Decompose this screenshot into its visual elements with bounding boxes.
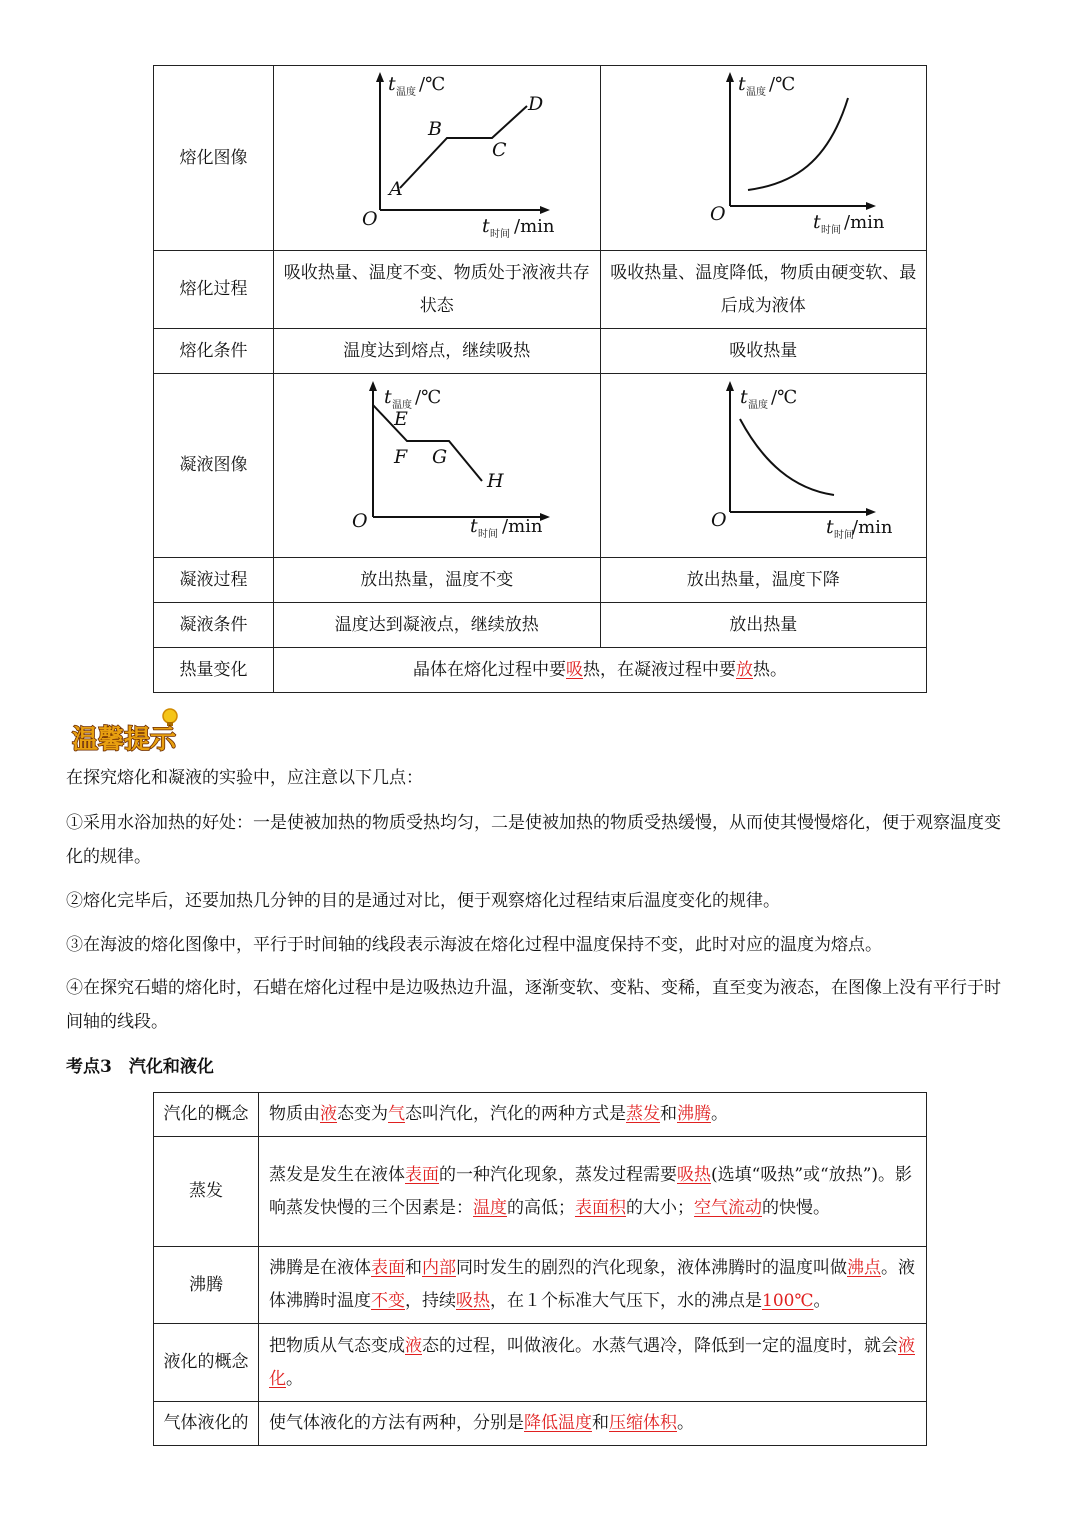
row-label: 蒸发 bbox=[154, 1137, 259, 1247]
t-symbol: t bbox=[383, 385, 392, 408]
temp-subscript: 温度 bbox=[391, 399, 412, 411]
answer-blank: 表面 bbox=[405, 1164, 439, 1185]
text: 的大小； bbox=[626, 1197, 694, 1218]
solid-curve bbox=[740, 419, 834, 495]
text: 晶体在熔化过程中要 bbox=[413, 659, 566, 680]
row-label: 热量变化 bbox=[154, 648, 274, 693]
y-axis-arrow bbox=[376, 72, 384, 82]
time-unit: /min bbox=[844, 212, 885, 233]
answer-blank: 压缩体积 bbox=[609, 1413, 677, 1433]
origin-label: O bbox=[351, 509, 368, 532]
answer-blank: 放 bbox=[736, 659, 753, 680]
point-D: D bbox=[527, 93, 543, 115]
cell bbox=[259, 1137, 927, 1247]
row-label: 液化的概念 bbox=[154, 1324, 259, 1402]
heat-change-cell bbox=[274, 648, 927, 693]
answer-blank: 内部 bbox=[422, 1258, 456, 1278]
time-subscript: 时间 bbox=[834, 529, 855, 541]
text: 热，在凝液过程中要 bbox=[583, 659, 736, 680]
answer-blank: 表面积 bbox=[575, 1197, 626, 1218]
tip-2: ②熔化完毕后，还要加热几分钟的目的是通过对比，便于观察熔化过程结束后温度变化的规律。 bbox=[66, 891, 780, 911]
point-H: H bbox=[486, 469, 504, 492]
temp-unit: /℃ bbox=[771, 386, 798, 408]
origin-label: O bbox=[710, 203, 726, 225]
cell: 放出热量，温度不变 bbox=[274, 558, 601, 603]
cell: 放出热量，温度下降 bbox=[600, 558, 927, 603]
origin-label: O bbox=[711, 508, 727, 531]
vaporization-table bbox=[153, 1092, 927, 1446]
answer-blank: 温度 bbox=[473, 1197, 507, 1218]
x-axis-arrow bbox=[540, 206, 550, 214]
row-label: 熔化过程 bbox=[154, 251, 274, 329]
row-label: 凝液过程 bbox=[154, 558, 274, 603]
crystal-solid-chart bbox=[322, 377, 552, 555]
tips-logo bbox=[66, 708, 196, 756]
t-symbol: t bbox=[740, 385, 748, 408]
melt-curve bbox=[748, 98, 848, 190]
t-symbol: t bbox=[826, 515, 834, 538]
tip-1: ①采用水浴加热的好处：一是使被加热的物质受热均匀，二是使被加热的物质受热缓慢，从而使其慢慢熔化，便于观察温度变化的规律。 bbox=[66, 813, 1001, 867]
tips-banner bbox=[66, 708, 196, 761]
text: 。液体沸腾时温度 bbox=[269, 1258, 915, 1311]
amorphous-solidification-graph bbox=[600, 374, 927, 558]
tips-title: 温馨提示 bbox=[72, 725, 177, 755]
row-label: 凝液条件 bbox=[154, 603, 274, 648]
bulb-icon bbox=[163, 709, 177, 723]
answer-blank: 吸 bbox=[566, 659, 583, 680]
text: ，持续 bbox=[405, 1291, 456, 1311]
text: 和 bbox=[592, 1413, 609, 1433]
text: 态的过程，叫做液化。水蒸气遇冷，降低到一定的温度时，就会 bbox=[422, 1335, 898, 1356]
t-symbol: t bbox=[813, 211, 821, 233]
time-unit: /min bbox=[501, 515, 543, 537]
text: 。 bbox=[286, 1368, 303, 1389]
text: 的一种汽化现象，蒸发过程需要 bbox=[439, 1164, 677, 1185]
point-C: C bbox=[491, 139, 507, 161]
text: 态变为 bbox=[337, 1104, 388, 1124]
y-axis-arrow bbox=[726, 381, 734, 391]
crystal-melt-chart bbox=[322, 68, 555, 248]
text: 同时发生的剧烈的汽化现象，液体沸腾时的温度叫做 bbox=[456, 1258, 847, 1278]
text: 物质由 bbox=[269, 1104, 320, 1124]
amorphous-solid-chart bbox=[648, 377, 893, 555]
row-label: 气体液化的 bbox=[154, 1402, 259, 1446]
y-axis-arrow bbox=[369, 381, 377, 391]
text: 和 bbox=[405, 1258, 422, 1278]
text: (选填“吸热”或“放热”)。影响蒸发快慢的三个因素是： bbox=[269, 1164, 913, 1218]
temp-unit: /℃ bbox=[769, 74, 796, 95]
section-heading: 考点3 汽化和液化 bbox=[66, 1057, 214, 1077]
crystal-solidification-graph bbox=[274, 374, 601, 558]
text: 。 bbox=[813, 1291, 831, 1311]
answer-blank: 表面 bbox=[371, 1258, 405, 1278]
answer-blank: 蒸发 bbox=[626, 1104, 660, 1124]
origin-label: O bbox=[361, 208, 378, 230]
answer-blank: 空气流动 bbox=[694, 1197, 762, 1218]
tip-3: ③在海波的熔化图像中，平行于时间轴的线段表示海波在熔化过程中温度保持不变，此时对应的温度为熔点。 bbox=[66, 935, 882, 955]
text: 的高低； bbox=[507, 1197, 575, 1218]
point-G: G bbox=[431, 445, 447, 468]
answer-blank: 不变 bbox=[371, 1291, 405, 1311]
text: 沸腾是在液体 bbox=[269, 1258, 371, 1278]
tips-intro: 在探究熔化和凝液的实验中，应注意以下几点： bbox=[66, 768, 423, 788]
time-subscript: 时间 bbox=[821, 225, 842, 236]
temp-unit: /℃ bbox=[418, 74, 445, 95]
time-unit: /min bbox=[852, 516, 893, 538]
cell: 温度达到凝液点，继续放热 bbox=[274, 603, 601, 648]
row-label: 凝液图像 bbox=[154, 374, 274, 558]
answer-blank: 液化 bbox=[269, 1335, 915, 1389]
text: 蒸发是发生在液体 bbox=[269, 1164, 405, 1185]
row-label: 熔化图像 bbox=[154, 66, 274, 251]
x-axis-arrow bbox=[866, 508, 876, 516]
row-label: 熔化条件 bbox=[154, 329, 274, 374]
t-symbol: t bbox=[469, 514, 478, 537]
time-subscript: 时间 bbox=[477, 528, 498, 540]
answer-blank: 液 bbox=[320, 1104, 337, 1124]
tip-4: ④在探究石蜡的熔化时，石蜡在熔化过程中是边吸热边升温，逐渐变软、变粘、变稀，直至变为液态，在图像上没有平行于时间轴的线段。 bbox=[66, 978, 1001, 1032]
cell: 吸收热量 bbox=[600, 329, 927, 374]
cell: 放出热量 bbox=[600, 603, 927, 648]
amorphous-melting-graph bbox=[600, 66, 927, 251]
answer-blank: 沸腾 bbox=[677, 1104, 711, 1124]
cell bbox=[259, 1402, 927, 1446]
time-unit: /min bbox=[513, 216, 555, 237]
point-A: A bbox=[388, 178, 403, 200]
text: 。 bbox=[711, 1104, 728, 1124]
crystal-melting-graph bbox=[274, 66, 601, 251]
cell: 吸收热量、温度不变、物质处于液液共存状态 bbox=[274, 251, 601, 329]
cell: 吸收热量、温度降低，物质由硬变软、最后成为液体 bbox=[600, 251, 927, 329]
temp-unit: /℃ bbox=[414, 386, 441, 408]
answer-blank: 沸点 bbox=[847, 1258, 881, 1278]
melt-curve bbox=[400, 106, 527, 188]
text: ，在１个标准大气压下，水的沸点是 bbox=[490, 1291, 762, 1311]
t-symbol: t bbox=[738, 73, 746, 95]
point-E: E bbox=[393, 407, 408, 430]
melting-solidification-table bbox=[153, 65, 927, 693]
cell bbox=[259, 1093, 927, 1137]
solid-curve bbox=[373, 405, 482, 481]
text: 的快慢。 bbox=[762, 1197, 830, 1218]
t-symbol: t bbox=[481, 215, 490, 237]
cell bbox=[259, 1324, 927, 1402]
temp-subscript: 温度 bbox=[748, 399, 769, 411]
cell bbox=[259, 1247, 927, 1324]
point-F: F bbox=[393, 445, 407, 468]
temp-subscript: 温度 bbox=[395, 87, 416, 98]
answer-blank: 降低温度 bbox=[524, 1413, 592, 1433]
answer-blank: 吸热 bbox=[677, 1164, 711, 1185]
text: 热。 bbox=[753, 659, 787, 680]
y-axis-arrow bbox=[726, 72, 734, 82]
answer-blank: 100℃ bbox=[762, 1291, 814, 1311]
x-axis-arrow bbox=[866, 202, 876, 210]
temp-subscript: 温度 bbox=[746, 87, 767, 98]
time-subscript: 时间 bbox=[489, 229, 510, 240]
answer-blank: 液 bbox=[405, 1335, 422, 1356]
text: 态叫汽化，汽化的两种方式是 bbox=[405, 1104, 626, 1124]
row-label: 沸腾 bbox=[154, 1247, 259, 1324]
amorphous-melt-chart bbox=[648, 68, 885, 248]
point-B: B bbox=[427, 118, 442, 140]
text: 和 bbox=[660, 1104, 677, 1124]
row-label: 汽化的概念 bbox=[154, 1093, 259, 1137]
text: 把物质从气态变成 bbox=[269, 1335, 405, 1356]
answer-blank: 气 bbox=[388, 1104, 405, 1124]
cell: 温度达到熔点，继续吸热 bbox=[274, 329, 601, 374]
text: 使气体液化的方法有两种，分别是 bbox=[269, 1413, 524, 1433]
t-symbol: t bbox=[387, 73, 396, 95]
answer-blank: 吸热 bbox=[456, 1291, 490, 1311]
text: 。 bbox=[677, 1413, 694, 1433]
